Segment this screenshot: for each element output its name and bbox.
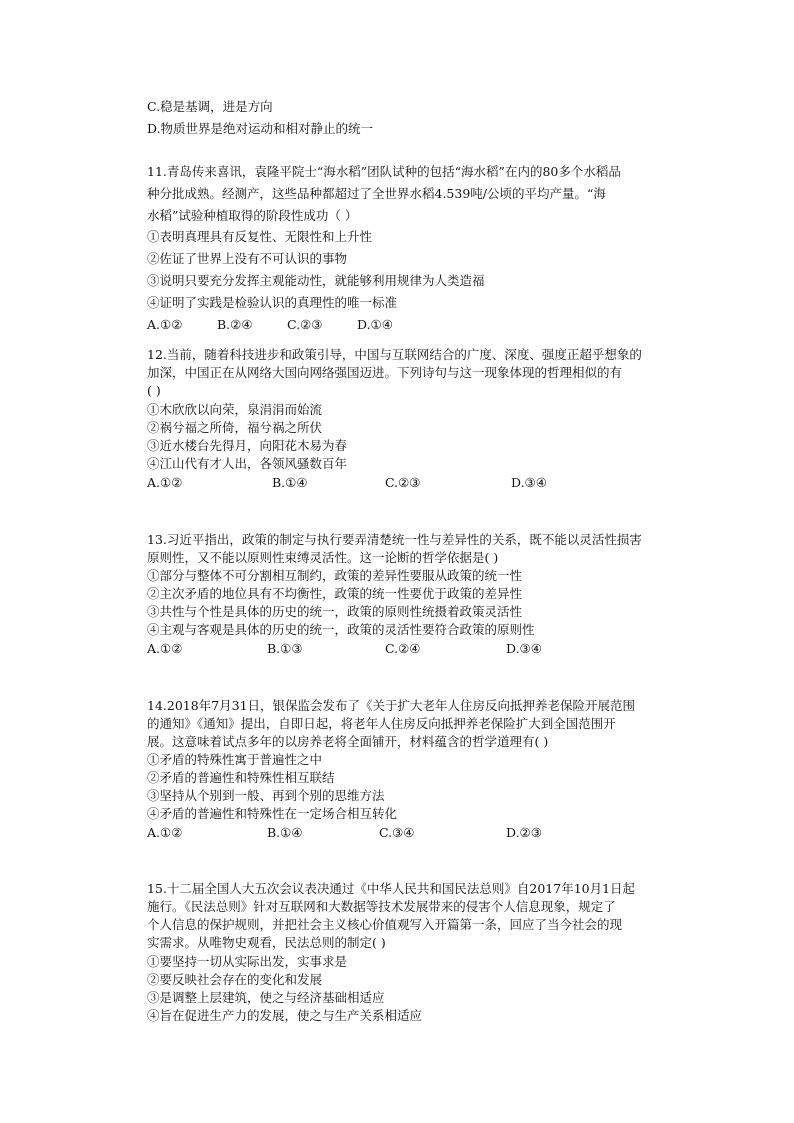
statement-3: ③坚持从个别到一般、再到个别的思维方法	[147, 788, 385, 803]
statement-3: ③共性与个性是具体的历史的统一，政策的原则性统摄着政策灵活性	[147, 604, 523, 619]
statement-2: ②主次矛盾的地位具有不均衡性，政策的统一性要优于政策的差异性	[147, 586, 523, 601]
option-d: D.②③	[506, 825, 542, 840]
option-c-text: C.稳是基调，进是方向	[147, 99, 273, 114]
statement-1: ①矛盾的特殊性寓于普遍性之中	[147, 752, 323, 767]
question-stem-line: 原则性，又不能以原则性束缚灵活性。这一论断的哲学依据是( )	[147, 550, 499, 565]
option-a: A.①②	[147, 641, 183, 656]
option-a: A.①②	[147, 317, 183, 332]
question-stem-line: 加深，中国正在从网络大国向网络强国迈进。下列诗句与这一现象体现的哲理相似的有	[147, 365, 623, 380]
statement-4: ④江山代有才人出，各领风骚数百年	[147, 456, 348, 471]
statement-4: ④主观与客观是具体的历史的统一，政策的灵活性要符合政策的原则性	[147, 622, 535, 637]
question-stem-line: 个人信息的保护规则，并把社会主义核心价值观写入开篇第一条，回应了当今社会的现	[147, 917, 623, 932]
question-stem-line: 施行。《民法总则》针对互联网和大数据等技术发展带来的侵害个人信息现象，规定了	[147, 899, 616, 914]
statement-1: ①表明真理具有反复性、无限性和上升性	[147, 229, 373, 244]
option-c: C.②④	[385, 641, 421, 656]
statement-1: ①要坚持一切从实际出发，实事求是	[147, 954, 348, 969]
question-stem-line: 展。这意味着试点多年的以房养老将全面铺开，材料蕴含的哲学道理有( )	[147, 734, 549, 749]
option-c: C.②③	[385, 475, 421, 490]
question-stem-line: 水稻”试验种植取得的阶段性成功（ ）	[147, 208, 358, 223]
question-stem-line: 种分批成熟。经测产，这些品种都超过了全世界水稻4.539吨/公顷的平均产量。“海	[147, 186, 606, 201]
statement-2: ②佐证了世界上没有不可认识的事物	[147, 251, 348, 266]
statement-4: ④旨在促进生产力的发展，使之与生产关系相适应	[147, 1008, 423, 1023]
statement-3: ③说明只要充分发挥主观能动性，就能够利用规律为人类造福	[147, 273, 485, 288]
option-d: D.①④	[357, 317, 393, 332]
option-d-text: D.物质世界是绝对运动和相对静止的统一	[147, 121, 374, 136]
statement-2: ②矛盾的普遍性和特殊性相互联结	[147, 770, 335, 785]
statement-1: ①部分与整体不可分割相互制约，政策的差异性要服从政策的统一性	[147, 568, 523, 583]
statement-3: ③近水楼台先得月，向阳花木易为春	[147, 438, 348, 453]
question-stem-line: 实需求。从唯物史观看，民法总则的制定( )	[147, 935, 386, 950]
question-stem-line: 11.青岛传来喜讯，袁隆平院士“海水稻”团队试种的包括“海水稻”在内的80多个水稻品	[147, 164, 621, 179]
statement-4: ④矛盾的普遍性和特殊性在一定场合相互转化	[147, 806, 398, 821]
option-a: A.①②	[147, 475, 183, 490]
option-a: A.①②	[147, 825, 183, 840]
statement-1: ①木欣欣以向荣，泉涓涓而始流	[147, 402, 323, 417]
option-d: D.③④	[506, 641, 542, 656]
option-c: C.②③	[287, 317, 323, 332]
option-b: B.①③	[267, 641, 303, 656]
option-d: D.③④	[511, 475, 547, 490]
question-stem-line: ( )	[147, 383, 161, 398]
option-b: B.①④	[267, 825, 303, 840]
question-stem-line: 14.2018年7月31日，银保监会发布了《关于扩大老年人住房反向抵押养老保险开展范围	[147, 698, 636, 713]
option-c: C.③④	[379, 825, 415, 840]
statement-3: ③是调整上层建筑，使之与经济基础相适应	[147, 990, 385, 1005]
question-stem-line: 15.十二届全国人大五次会议表决通过《中华人民共和国民法总则》自2017年10月1日起	[147, 881, 636, 896]
question-stem-line: 12.当前，随着科技进步和政策引导，中国与互联网结合的广度、深度、强度正超乎想象的	[147, 347, 642, 362]
statement-2: ②要反映社会存在的变化和发展	[147, 972, 323, 987]
statement-4: ④证明了实践是检验认识的真理性的唯一标准	[147, 295, 398, 310]
statement-2: ②祸兮福之所倚，福兮祸之所伏	[147, 420, 323, 435]
option-b: B.①④	[272, 475, 308, 490]
question-stem-line: 13.习近平指出，政策的制定与执行要弄清楚统一性与差异性的关系，既不能以灵活性损害	[147, 532, 642, 547]
question-stem-line: 的通知》《通知》提出，自即日起，将老年人住房反向抵押养老保险扩大到全国范围开	[147, 716, 616, 731]
option-b: B.②④	[217, 317, 253, 332]
